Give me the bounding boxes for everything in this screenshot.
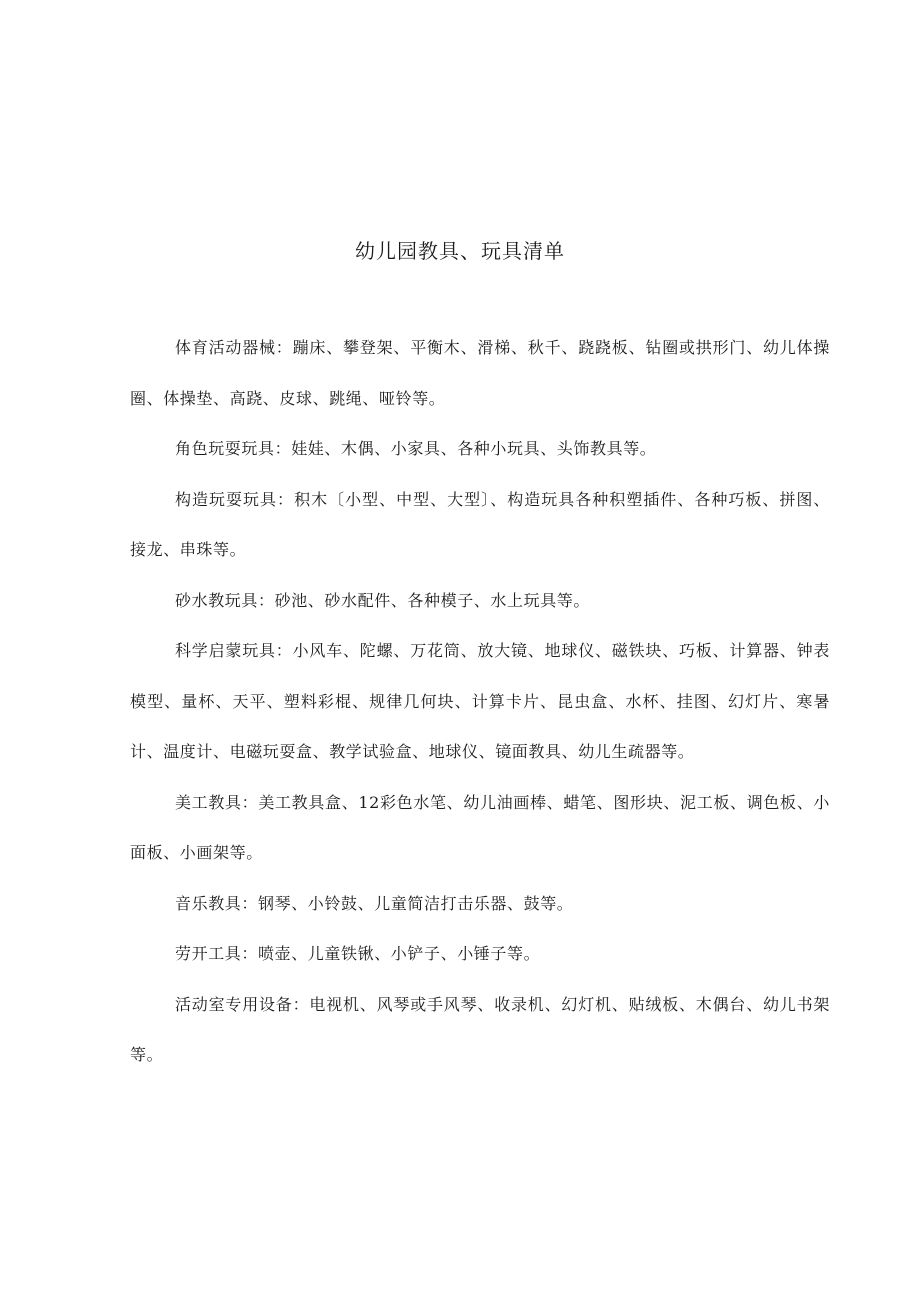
document-title: 幼儿园教具、玩具清单 bbox=[355, 239, 565, 263]
paragraph-music-supplies: 音乐教具：钢琴、小铃鼓、儿童简洁打击乐器、鼓等。 bbox=[175, 893, 574, 913]
paragraph-sports-equipment: 体育活动器械：蹦床、攀登架、平衡木、滑梯、秋千、跷跷板、钻圈或拱形门、幼儿体操圈、体操垫、高跷、皮球、跳绳、哑铃等。 bbox=[130, 338, 830, 408]
paragraph-activity-room-equipment: 活动室专用设备：电视机、风琴或手风琴、收录机、幻灯机、贴绒板、木偶台、幼儿书架等。 bbox=[130, 994, 830, 1064]
paragraph-science-toys: 科学启蒙玩具：小风车、陀螺、万花筒、放大镜、地球仪、磁铁块、巧板、计算器、钟表模型、量杯、天平、塑料彩棍、规律几何块、计算卡片、昆虫盒、水杯、挂图、幻灯片、寒暑计、温度计、电磁玩耍盒、教学试验盒、地球仪、镜面教具、幼儿生疏器等。 bbox=[130, 641, 830, 761]
paragraph-role-play-toys: 角色玩耍玩具：娃娃、木偶、小家具、各种小玩具、头饰教具等。 bbox=[175, 439, 657, 458]
document-body bbox=[130, 323, 830, 1081]
paragraph-art-supplies: 美工教具：美工教具盒、12彩色水笔、幼儿油画棒、蜡笔、图形块、泥工板、调色板、小面板、小画架等。 bbox=[130, 792, 830, 862]
paragraph-sand-water-toys: 砂水教玩具：砂池、砂水配件、各种模子、水上玩具等。 bbox=[175, 590, 591, 610]
paragraph-work-tools: 劳开工具：喷壶、儿童铁锹、小铲子、小锤子等。 bbox=[175, 944, 541, 963]
paragraph-construction-toys: 构造玩耍玩具：积木〔小型、中型、大型〕、构造玩具各种积塑插件、各种巧板、拼图、接龙、串珠等。 bbox=[130, 489, 830, 559]
